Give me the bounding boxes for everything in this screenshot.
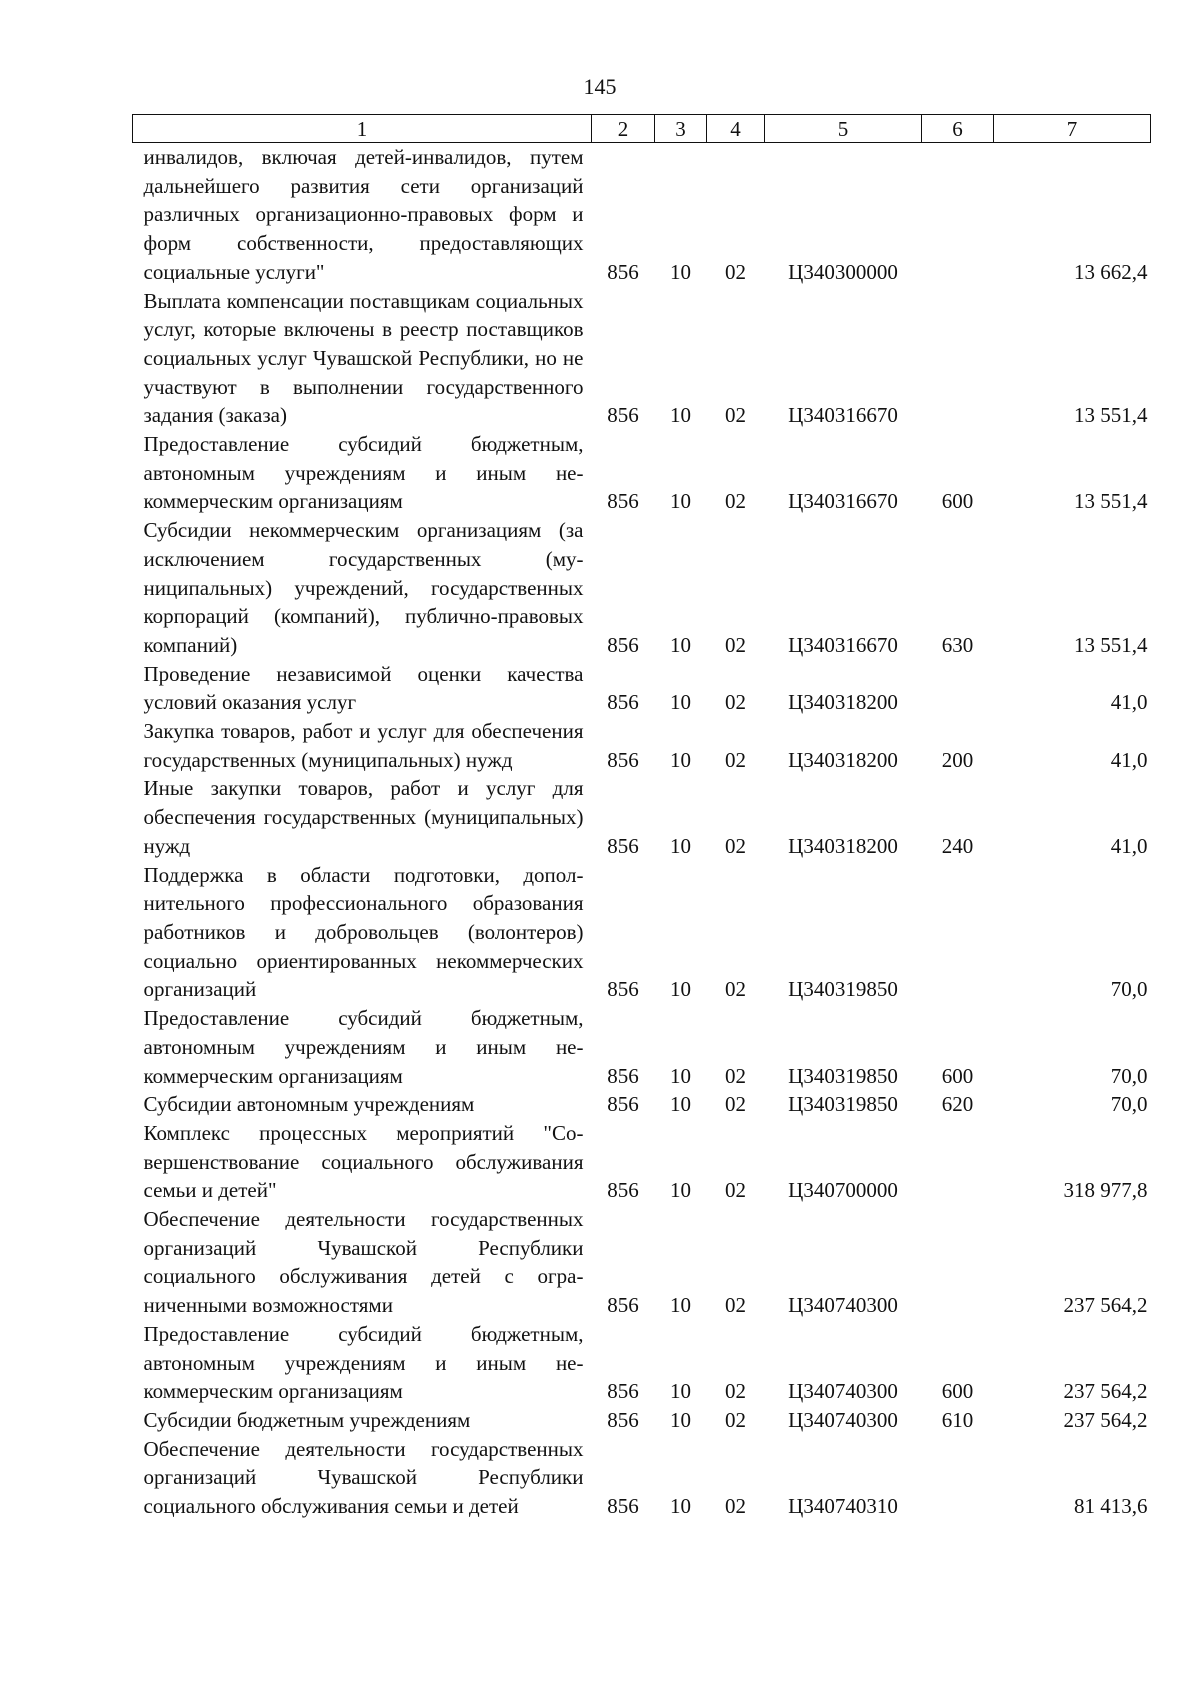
- row-amount: 237 564,2: [1063, 1379, 1148, 1404]
- row-section-code: 10: [670, 1063, 691, 1088]
- row-target-article: Ц340700000: [788, 1178, 898, 1203]
- row-amount: 70,0: [1110, 977, 1148, 1002]
- header-col-3: 3: [655, 115, 707, 143]
- row-amount: 237 564,2: [1063, 1407, 1148, 1432]
- row-subsection-code: 02: [725, 977, 746, 1002]
- row-expense-type: 620: [941, 1092, 974, 1117]
- row-subsection-code: 02: [725, 1063, 746, 1088]
- row-description: Иные закупки товаров, работ и услуг для обеспечения государственных (муниципальных) нужд: [143, 776, 584, 858]
- row-description: Поддержка в области подготовки, дополнительного профессионального образования работников и добровольцев (волонтеров) социально ориентированных некоммерческих организаций: [143, 862, 584, 1002]
- row-section-code: 10: [670, 1092, 691, 1117]
- row-section-code: 10: [670, 977, 691, 1002]
- page-number: 145: [583, 74, 617, 99]
- row-expense-type: 600: [941, 489, 974, 514]
- row-expense-type: 630: [941, 632, 974, 657]
- row-ministry-code: 856: [607, 1494, 639, 1519]
- row-description: Предоставление субсидий бюджетным, автономным учреждениям и иным некоммерческим организациям: [143, 1321, 584, 1404]
- row-description: Обеспечение деятельности государственных организаций Чувашской Республики социального обслуживания семьи и детей: [143, 1436, 584, 1519]
- row-section-code: 10: [670, 690, 691, 715]
- row-section-code: 10: [670, 1293, 691, 1318]
- row-ministry-code: 856: [607, 1379, 639, 1404]
- row-subsection-code: 02: [725, 632, 746, 657]
- row-target-article: Ц340318200: [788, 747, 898, 772]
- row-section-code: 10: [670, 747, 691, 772]
- table-body: [133, 143, 1151, 1521]
- row-amount: 13 551,4: [1074, 489, 1148, 514]
- row-target-article: Ц340740300: [788, 1407, 898, 1432]
- row-expense-type: [922, 1435, 994, 1521]
- table-row: [133, 1320, 1151, 1406]
- header-col-2: 2: [592, 115, 655, 143]
- table-row: [133, 1406, 1151, 1435]
- row-target-article: Ц340740300: [788, 1293, 898, 1318]
- row-ministry-code: 856: [607, 1092, 639, 1117]
- table-row: [133, 1435, 1151, 1521]
- row-expense-type: 600: [941, 1063, 974, 1088]
- row-target-article: Ц340740300: [788, 1379, 898, 1404]
- row-section-code: 10: [670, 259, 691, 284]
- row-section-code: 10: [670, 1407, 691, 1432]
- row-expense-type: [922, 660, 994, 717]
- row-description: инвалидов, включая детей-инвалидов, путем дальнейшего развития сети организаций различных организационно-правовых форм и форм собственности, предоставляющих социальные услуги": [143, 145, 584, 284]
- row-amount: 41,0: [1110, 747, 1148, 772]
- table-row: [133, 287, 1151, 431]
- row-amount: 41,0: [1110, 690, 1148, 715]
- row-section-code: 10: [670, 1178, 691, 1203]
- table-row: [133, 1090, 1151, 1119]
- row-subsection-code: 02: [725, 747, 746, 772]
- row-subsection-code: 02: [725, 1407, 746, 1432]
- row-subsection-code: 02: [725, 403, 746, 428]
- table-row: [133, 516, 1151, 660]
- row-amount: 41,0: [1110, 833, 1148, 858]
- row-section-code: 10: [670, 403, 691, 428]
- row-expense-type: [922, 143, 994, 287]
- row-description: Субсидии автономным учреждениям: [143, 1092, 475, 1117]
- row-description: Выплата компенсации поставщикам социальных услуг, которые включены в реестр поставщиков социальных услуг Чувашской Республики, но не участвуют в выполнении государственного задания (заказа): [143, 288, 584, 428]
- row-ministry-code: 856: [607, 1407, 639, 1432]
- row-target-article: Ц340316670: [788, 403, 898, 428]
- row-subsection-code: 02: [725, 1293, 746, 1318]
- row-ministry-code: 856: [607, 690, 639, 715]
- row-expense-type: 200: [941, 747, 974, 772]
- row-section-code: 10: [670, 833, 691, 858]
- row-target-article: Ц340318200: [788, 690, 898, 715]
- row-ministry-code: 856: [607, 977, 639, 1002]
- row-ministry-code: 856: [607, 489, 639, 514]
- row-section-code: 10: [670, 1379, 691, 1404]
- row-expense-type: 240: [941, 833, 974, 858]
- row-expense-type: 600: [941, 1379, 974, 1404]
- row-expense-type: [922, 861, 994, 1005]
- table-row: [133, 660, 1151, 717]
- row-description: Предоставление субсидий бюджетным, автономным учреждениям и иным некоммерческим организациям: [143, 432, 584, 514]
- row-amount: 81 413,6: [1074, 1494, 1148, 1519]
- row-target-article: Ц340318200: [788, 833, 898, 858]
- row-target-article: Ц340316670: [788, 489, 898, 514]
- header-col-7: 7: [994, 115, 1151, 143]
- row-expense-type: [922, 1119, 994, 1205]
- row-description: Субсидии бюджетным учреждениям: [143, 1407, 471, 1432]
- row-subsection-code: 02: [725, 1494, 746, 1519]
- table-row: [133, 861, 1151, 1005]
- row-target-article: Ц340319850: [788, 977, 898, 1002]
- row-subsection-code: 02: [725, 259, 746, 284]
- row-section-code: 10: [670, 489, 691, 514]
- table-row: [133, 1205, 1151, 1320]
- row-target-article: Ц340316670: [788, 632, 898, 657]
- row-amount: 70,0: [1110, 1063, 1148, 1088]
- row-expense-type: [922, 1205, 994, 1320]
- table-row: [133, 430, 1151, 516]
- budget-table: [132, 114, 1151, 1521]
- row-target-article: Ц340300000: [788, 259, 898, 284]
- row-description: Закупка товаров, работ и услуг для обеспечения государственных (муниципальных) нужд: [143, 719, 584, 772]
- header-col-5: 5: [765, 115, 922, 143]
- row-amount: 13 662,4: [1074, 259, 1148, 284]
- row-ministry-code: 856: [607, 1063, 639, 1088]
- row-target-article: Ц340319850: [788, 1092, 898, 1117]
- row-subsection-code: 02: [725, 1379, 746, 1404]
- row-ministry-code: 856: [607, 632, 639, 657]
- row-ministry-code: 856: [607, 403, 639, 428]
- row-expense-type: 610: [941, 1407, 974, 1432]
- row-target-article: Ц340740310: [788, 1494, 898, 1519]
- header-col-4: 4: [707, 115, 765, 143]
- row-ministry-code: 856: [607, 833, 639, 858]
- row-section-code: 10: [670, 632, 691, 657]
- row-amount: 318 977,8: [1063, 1178, 1148, 1203]
- header-col-1: 1: [133, 115, 592, 143]
- table-row: [133, 1004, 1151, 1090]
- table-row: [133, 1119, 1151, 1205]
- table-row: [133, 774, 1151, 860]
- row-target-article: Ц340319850: [788, 1063, 898, 1088]
- row-description: Проведение независимой оценки качества условий оказания услуг: [143, 661, 584, 715]
- header-col-6: 6: [922, 115, 994, 143]
- row-amount: 237 564,2: [1063, 1293, 1148, 1318]
- row-description: Субсидии некоммерческим организациям (за исключением государственных (муниципальных) учреждений, государственных корпораций (компаний), публично-правовых компаний): [143, 518, 584, 657]
- row-expense-type: [922, 287, 994, 431]
- row-ministry-code: 856: [607, 747, 639, 772]
- table-row: [133, 717, 1151, 774]
- table-row: [133, 143, 1151, 287]
- row-subsection-code: 02: [725, 1178, 746, 1203]
- row-subsection-code: 02: [725, 690, 746, 715]
- row-amount: 13 551,4: [1074, 632, 1148, 657]
- row-amount: 70,0: [1110, 1092, 1148, 1117]
- row-description: Предоставление субсидий бюджетным, автономным учреждениям и иным некоммерческим организациям: [143, 1006, 584, 1088]
- row-description: Обеспечение деятельности государственных организаций Чувашской Республики социального обслуживания детей с ограниченными возможностями: [143, 1207, 584, 1318]
- table-header: [133, 115, 1151, 143]
- row-description: Комплекс процессных мероприятий "Совершенствование социального обслуживания семьи и детей": [143, 1120, 584, 1203]
- row-ministry-code: 856: [607, 259, 639, 284]
- row-section-code: 10: [670, 1494, 691, 1519]
- header-row: [133, 115, 1151, 143]
- row-ministry-code: 856: [607, 1178, 639, 1203]
- row-subsection-code: 02: [725, 833, 746, 858]
- row-amount: 13 551,4: [1074, 403, 1148, 428]
- row-subsection-code: 02: [725, 1092, 746, 1117]
- row-ministry-code: 856: [607, 1293, 639, 1318]
- row-subsection-code: 02: [725, 489, 746, 514]
